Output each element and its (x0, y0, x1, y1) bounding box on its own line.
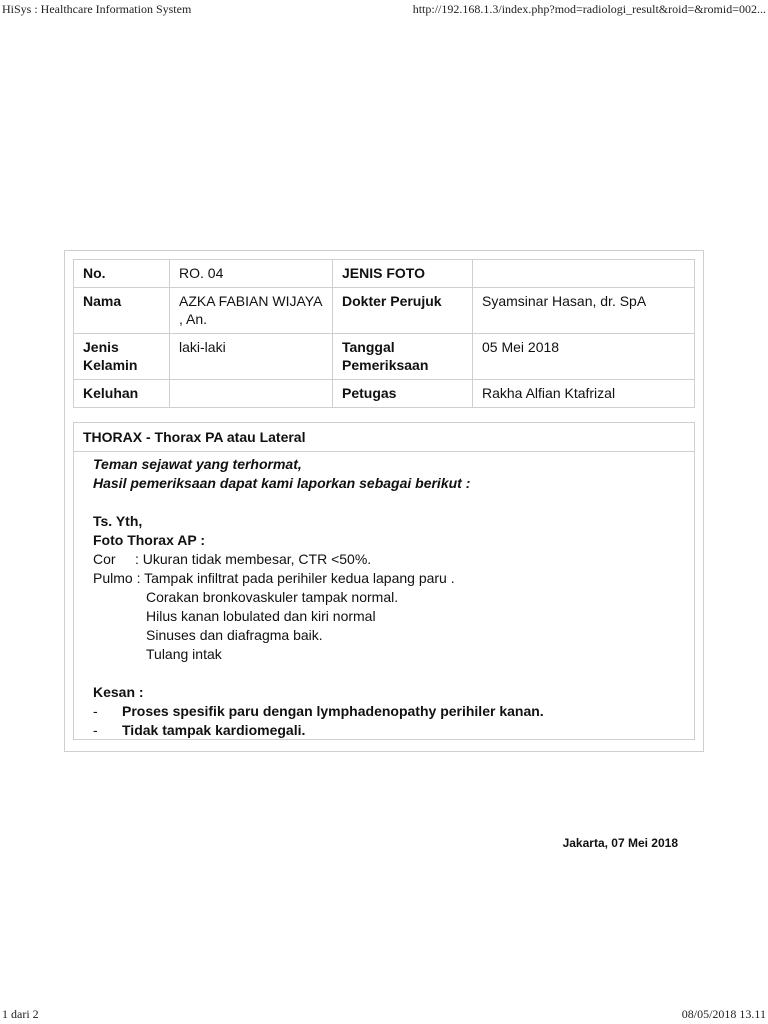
row-value: laki-laki (170, 334, 333, 380)
row-value (473, 260, 695, 288)
bullet-dash: - (93, 703, 98, 719)
row-label: Dokter Perujuk (333, 288, 473, 334)
greeting-line: Teman sejawat yang terhormat, (93, 456, 302, 472)
row-label: No. (74, 260, 170, 288)
page-number: 1 dari 2 (2, 1007, 39, 1021)
bullet-dash: - (93, 722, 98, 738)
list-item (93, 702, 694, 721)
result-body (74, 452, 694, 740)
row-value: RO. 04 (170, 260, 333, 288)
row-label: Petugas (333, 380, 473, 408)
row-value: AZKA FABIAN WIJAYA , An. (170, 288, 333, 334)
pulmo-line: Tulang intak (146, 646, 222, 662)
result-title: THORAX - Thorax PA atau Lateral (74, 423, 694, 452)
table-row (74, 288, 695, 334)
row-label: Nama (74, 288, 170, 334)
pulmo-line: Sinuses dan diafragma baik. (146, 627, 323, 643)
print-header-url: http://192.168.1.3/index.php?mod=radiologi_result&roid=&romid=002... (412, 2, 766, 16)
report-container (64, 250, 704, 752)
row-value: 05 Mei 2018 (473, 334, 695, 380)
print-header (0, 0, 768, 18)
pulmo-line: Hilus kanan lobulated dan kiri normal (146, 608, 376, 624)
kesan-text: Proses spesifik paru dengan lymphadenopathy perihiler kanan. (122, 703, 544, 719)
cor-finding: Cor : Ukuran tidak membesar, CTR <50%. (93, 551, 372, 567)
signature-place-date: Jakarta, 07 Mei 2018 (562, 836, 678, 850)
pulmo-finding: Pulmo : Tampak infiltrat pada perihiler kedua lapang paru . (93, 570, 455, 586)
salutation: Ts. Yth, (93, 513, 143, 529)
row-label: JENIS FOTO (333, 260, 473, 288)
patient-info-table (73, 259, 695, 408)
result-panel (73, 422, 695, 740)
row-value (170, 380, 333, 408)
table-row (74, 260, 695, 288)
list-item (93, 721, 694, 740)
print-footer (0, 1006, 768, 1024)
table-row (74, 334, 695, 380)
print-datetime: 08/05/2018 13.11 (681, 1007, 766, 1021)
section-heading: Foto Thorax AP : (93, 532, 205, 548)
table-row (74, 380, 695, 408)
row-label: Jenis Kelamin (74, 334, 170, 380)
greeting-line: Hasil pemeriksaan dapat kami laporkan sebagai berikut : (93, 475, 471, 491)
row-value: Rakha Alfian Ktafrizal (473, 380, 695, 408)
print-header-title: HiSys : Healthcare Information System (2, 2, 192, 16)
kesan-text: Tidak tampak kardiomegali. (122, 722, 306, 738)
row-value: Syamsinar Hasan, dr. SpA (473, 288, 695, 334)
pulmo-line: Corakan bronkovaskuler tampak normal. (146, 589, 399, 605)
row-label: Keluhan (74, 380, 170, 408)
row-label: Tanggal Pemeriksaan (333, 334, 473, 380)
kesan-label: Kesan : (93, 684, 144, 700)
